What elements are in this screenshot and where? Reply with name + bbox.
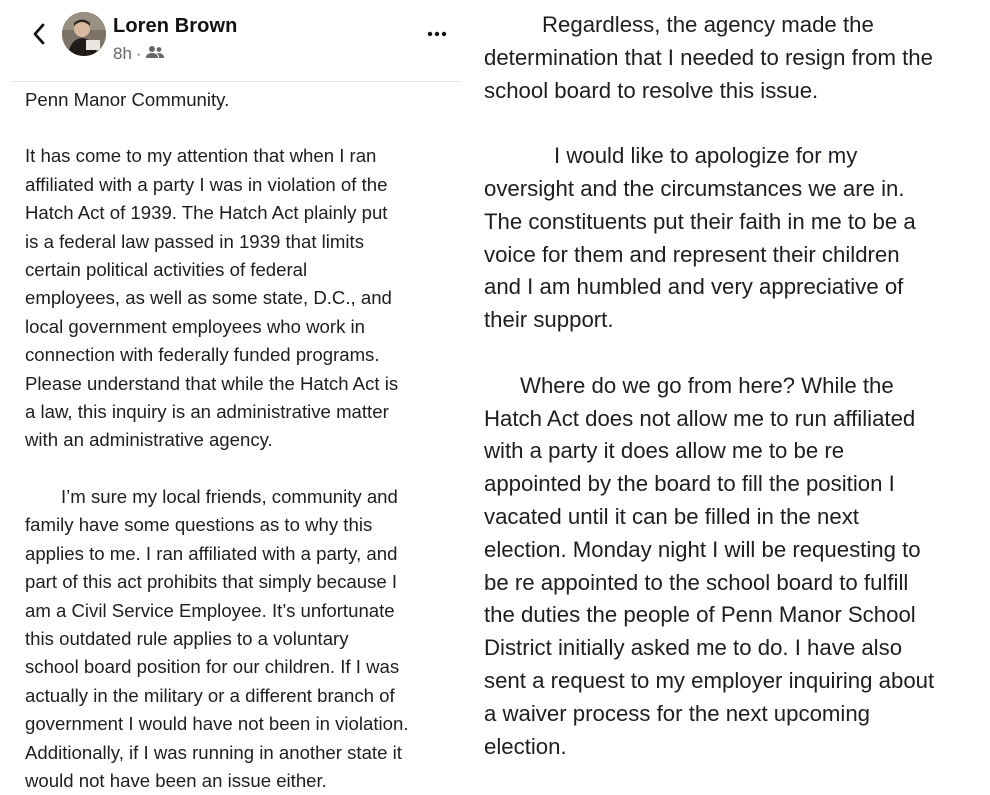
text-line: certain political activities of federal xyxy=(25,259,308,281)
post-body xyxy=(25,86,465,795)
text-line: government I would have not been in violation. xyxy=(25,713,409,735)
post-paragraph-1 xyxy=(25,142,465,454)
text-line: family have some questions as to why this xyxy=(25,514,373,536)
text-line: is a federal law passed in 1939 that limits xyxy=(25,230,364,252)
text-line: election. xyxy=(484,733,567,759)
text-line: school board to resolve this issue. xyxy=(484,77,819,103)
more-horizontal-icon[interactable] xyxy=(424,20,450,40)
text-line: with a party it does allow me to be re xyxy=(484,438,845,464)
chevron-left-icon[interactable] xyxy=(28,20,52,48)
continuation-paragraph-3 xyxy=(484,370,984,764)
text-line: District initially asked me to do. I have also xyxy=(484,635,903,661)
friends-icon xyxy=(146,44,164,64)
text-line: this outdated rule applies to a voluntary xyxy=(25,627,349,649)
text-line: the duties the people of Penn Manor School xyxy=(484,602,916,628)
paragraph-gap xyxy=(25,114,465,142)
text-line: Hatch Act of 1939. The Hatch Act plainly put xyxy=(25,202,388,224)
text-line: applies to me. I ran affiliated with a party, and xyxy=(25,542,398,564)
text-line: Please understand that while the Hatch Act is xyxy=(25,372,399,394)
text-line: It has come to my attention that when I ran xyxy=(25,145,377,167)
text-line: employees, as well as some state, D.C., and xyxy=(25,287,392,309)
text-line: sent a request to my employer inquiring about xyxy=(484,667,935,693)
text-line: The constituents put their faith in me to be a xyxy=(484,208,916,234)
text-line: appointed by the board to fill the position I xyxy=(484,471,895,497)
text-line: their support. xyxy=(484,307,614,333)
text-line: Regardless, the agency made the xyxy=(542,12,874,37)
text-line: I’m sure my local friends, community and xyxy=(61,485,398,507)
text-line: local government employees who work in xyxy=(25,315,366,337)
text-line: Additionally, if I was running in another state it xyxy=(25,741,402,763)
text-line: would not have been an issue either. xyxy=(25,769,327,791)
paragraph-gap xyxy=(25,455,465,483)
text-line: am a Civil Service Employee. It’s unfortunate xyxy=(25,599,395,621)
text-line: a law, this inquiry is an administrative matter xyxy=(25,401,389,423)
text-line: Where do we go from here? While the xyxy=(520,372,894,398)
continuation-text xyxy=(484,9,984,763)
continuation-paragraph-2 xyxy=(484,140,984,337)
text-line: affiliated with a party I was in violation of the xyxy=(25,173,388,195)
header-divider xyxy=(12,81,462,82)
paragraph-gap xyxy=(484,337,984,370)
avatar[interactable] xyxy=(62,12,106,56)
text-line: determination that I needed to resign from the xyxy=(484,44,933,70)
text-line: Hatch Act does not allow me to run affiliated xyxy=(484,405,916,431)
continuation-paragraph-1 xyxy=(484,9,984,107)
facebook-post-panel xyxy=(0,0,470,792)
post-header xyxy=(0,0,470,82)
paragraph-gap xyxy=(484,107,984,140)
post-paragraph-2 xyxy=(25,483,465,795)
text-line: school board position for our children. If I was xyxy=(25,656,400,678)
text-line: part of this act prohibits that simply because I xyxy=(25,571,398,593)
text-line: be re appointed to the school board to fulfill xyxy=(484,569,909,595)
text-line: connection with federally funded programs. xyxy=(25,344,380,366)
text-line: and I am humbled and very appreciative of xyxy=(484,274,904,300)
post-time[interactable]: 8h xyxy=(113,44,132,63)
text-line: a waiver process for the next upcoming xyxy=(484,700,871,726)
meta-separator: · xyxy=(135,44,142,63)
text-line: actually in the military or a different branch of xyxy=(25,684,395,706)
text-line: voice for them and represent their children xyxy=(484,241,900,267)
text-line: I would like to apologize for my xyxy=(554,143,858,169)
text-line: oversight and the circumstances we are in. xyxy=(484,175,905,201)
post-meta xyxy=(113,44,164,64)
text-line: with an administrative agency. xyxy=(25,429,273,451)
greeting: Penn Manor Community. xyxy=(25,89,230,110)
text-line: election. Monday night I will be requesting to xyxy=(484,536,921,562)
author-name[interactable]: Loren Brown xyxy=(113,15,238,37)
text-line: vacated until it can be filled in the next xyxy=(484,503,859,529)
